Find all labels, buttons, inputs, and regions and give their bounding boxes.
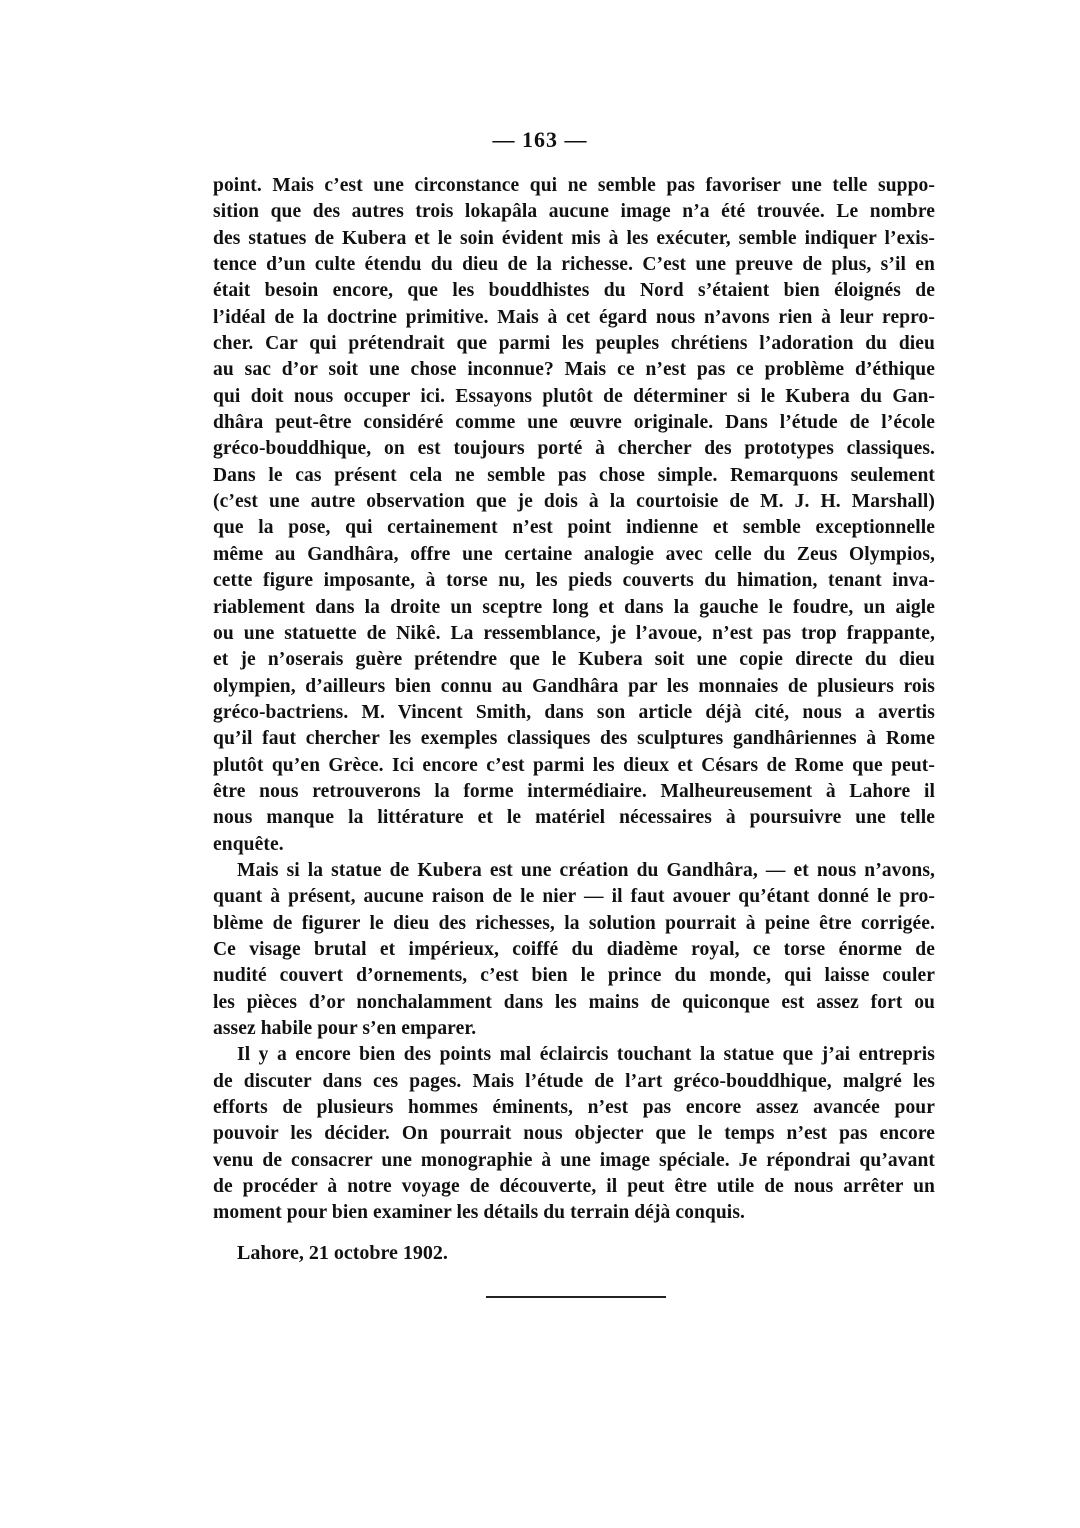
text-line: Mais si la statue de Kubera est une création du Gandhâra, — et nous n’avons, bbox=[237, 859, 935, 881]
text-line: cher. Car qui prétendrait que parmi les peuples chrétiens l’adoration du dieu bbox=[213, 333, 935, 355]
text-line: l’idéal de la doctrine primitive. Mais à cet égard nous n’avons rien à leur repro- bbox=[213, 306, 935, 328]
text-line: enquête. bbox=[213, 833, 284, 855]
paragraph-3 bbox=[213, 1042, 935, 1226]
text-line: des statues de Kubera et le soin évident mis à les exécuter, semble indiquer l’exis- bbox=[213, 227, 935, 249]
text-line: riablement dans la droite un sceptre long et dans la gauche le foudre, un aigle bbox=[213, 596, 935, 618]
text-line: dhâra peut-être considéré comme une œuvre originale. Dans l’étude de l’école bbox=[213, 412, 935, 434]
text-line: plutôt qu’en Grèce. Ici encore c’est parmi les dieux et Césars de Rome que peut- bbox=[213, 754, 935, 776]
text-line: pouvoir les décider. On pourrait nous objecter que le temps n’est pas encore bbox=[213, 1123, 935, 1145]
text-line: olympien, d’ailleurs bien connu au Gandhâra par les monnaies de plusieurs rois bbox=[213, 675, 935, 697]
text-line: sition que des autres trois lokapâla aucune image n’a été trouvée. Le nombre bbox=[213, 201, 935, 223]
text-line: moment pour bien examiner les détails du terrain déjà conquis. bbox=[213, 1202, 745, 1224]
text-line: que la pose, qui certainement n’est point indienne et semble exceptionnelle bbox=[213, 517, 935, 539]
place-date: Lahore, 21 octobre 1902. bbox=[237, 1242, 448, 1264]
text-line: qu’il faut chercher les exemples classiques des sculptures gandhâriennes à Rome bbox=[213, 728, 935, 750]
text-line: cette figure imposante, à torse nu, les pieds couverts du himation, tenant inva- bbox=[213, 570, 935, 592]
text-line: Il y a encore bien des points mal éclaircis touchant la statue que j’ai entrepris bbox=[237, 1044, 935, 1066]
text-line: était besoin encore, que les bouddhistes du Nord s’étaient bien éloignés de bbox=[213, 280, 935, 302]
text-line: et je n’oserais guère prétendre que le Kubera soit une copie directe du dieu bbox=[213, 649, 935, 671]
text-line: tence d’un culte étendu du dieu de la richesse. C’est une preuve de plus, s’il en bbox=[213, 254, 935, 276]
text-line: nous manque la littérature et le matériel nécessaires à poursuivre une telle bbox=[213, 807, 935, 829]
text-line: nudité couvert d’ornements, c’est bien le prince du monde, qui laisse couler bbox=[213, 965, 935, 987]
paragraph-1 bbox=[213, 173, 935, 858]
text-line: ou une statuette de Nikê. La ressemblance, je l’avoue, n’est pas trop frappante, bbox=[213, 622, 935, 644]
text-line: Dans le cas présent cela ne semble pas chose simple. Remarquons seulement bbox=[213, 464, 935, 486]
paragraph-2 bbox=[213, 858, 935, 1042]
text-line: de procéder à notre voyage de découverte, il peut être utile de nous arrêter un bbox=[213, 1176, 935, 1198]
text-line: (c’est une autre observation que je dois à la courtoisie de M. J. H. Marshall) bbox=[213, 491, 935, 513]
text-line: point. Mais c’est une circonstance qui ne semble pas favoriser une telle suppo- bbox=[213, 175, 935, 196]
text-line: au sac d’or soit une chose inconnue? Mais ce n’est pas ce problème d’éthique bbox=[213, 359, 935, 381]
text-line: être nous retrouverons la forme intermédiaire. Malheureusement à Lahore il bbox=[213, 780, 935, 802]
text-line: blème de figurer le dieu des richesses, la solution pourrait à peine être corrigée. bbox=[213, 912, 935, 934]
body-text bbox=[213, 173, 935, 1227]
text-line: gréco-bactriens. M. Vincent Smith, dans son article déjà cité, nous a avertis bbox=[213, 701, 935, 723]
horizontal-rule bbox=[486, 1296, 666, 1298]
text-line: les pièces d’or nonchalamment dans les mains de quiconque est assez fort ou bbox=[213, 991, 935, 1013]
text-line: Ce visage brutal et impérieux, coiffé du diadème royal, ce torse énorme de bbox=[213, 938, 935, 960]
text-line: gréco-bouddhique, on est toujours porté à chercher des prototypes classiques. bbox=[213, 438, 935, 460]
text-line: assez habile pour s’en emparer. bbox=[213, 1018, 477, 1039]
text-line: efforts de plusieurs hommes éminents, n’est pas encore assez avancée pour bbox=[213, 1097, 935, 1119]
text-line: même au Gandhâra, offre une certaine analogie avec celle du Zeus Olympios, bbox=[213, 543, 935, 565]
text-line: qui doit nous occuper ici. Essayons plutôt de déterminer si le Kubera du Gan- bbox=[213, 385, 935, 407]
text-line: venu de consacrer une monographie à une image spéciale. Je répondrai qu’avant bbox=[213, 1149, 935, 1171]
text-line: de discuter dans ces pages. Mais l’étude de l’art gréco-bouddhique, malgré les bbox=[213, 1070, 935, 1092]
text-line: quant à présent, aucune raison de le nier — il faut avouer qu’étant donné le pro- bbox=[213, 886, 935, 908]
page-number: — 163 — bbox=[492, 127, 588, 152]
